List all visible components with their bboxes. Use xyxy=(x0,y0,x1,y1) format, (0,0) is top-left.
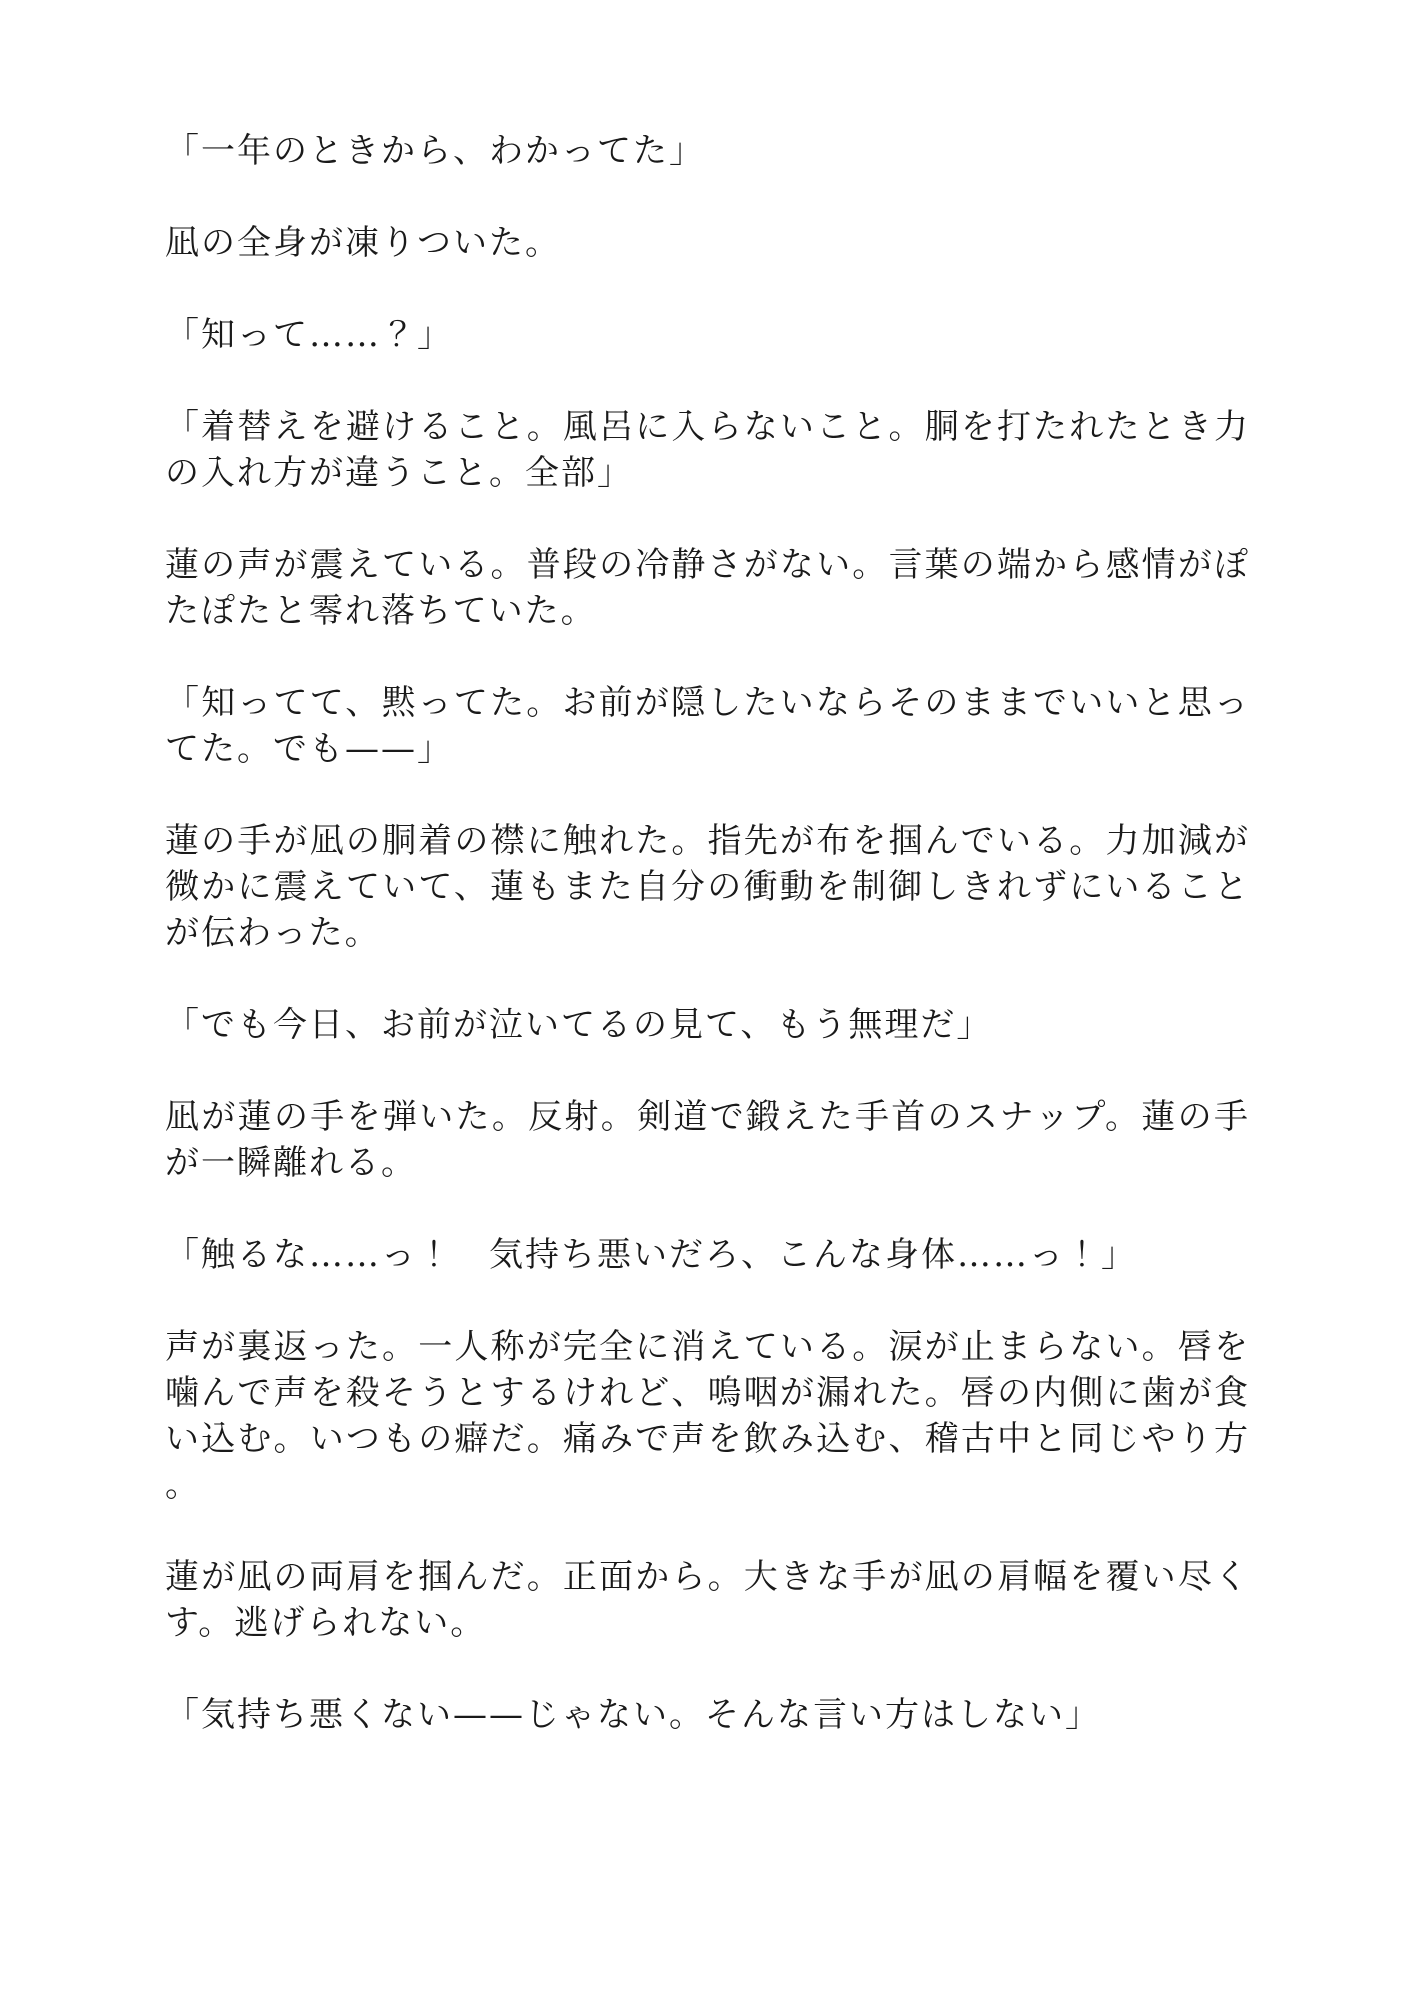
paragraph-narration-11: 声が裏返った。一人称が完全に消えている。涙が止まらない。唇を噛んで声を殺そうとするけれど、嗚咽が漏れた。唇の内側に歯が食い込む。いつもの癖だ。痛みで声を飲み込む、稽古中と同じやり方。 xyxy=(165,1327,1250,1505)
paragraph-dialogue-1: 「一年のときから、わかってた」 xyxy=(165,131,705,171)
paragraph-dialogue-13: 「気持ち悪くない——じゃない。そんな言い方はしない」 xyxy=(165,1695,1101,1735)
paragraph-dialogue-10: 「触るな……っ！ 気持ち悪いだろ、こんな身体……っ！」 xyxy=(165,1235,1137,1275)
paragraph-dialogue-8: 「でも今日、お前が泣いてるの見て、もう無理だ」 xyxy=(165,1005,993,1045)
paragraph-dialogue-3: 「知って……？」 xyxy=(165,315,453,355)
paragraph-narration-2: 凪の全身が凍りついた。 xyxy=(165,223,561,263)
paragraph-narration-9: 凪が蓮の手を弾いた。反射。剣道で鍛えた手首のスナップ。蓮の手が一瞬離れる。 xyxy=(165,1097,1250,1183)
paragraph-narration-7: 蓮の手が凪の胴着の襟に触れた。指先が布を掴んでいる。力加減が微かに震えていて、蓮もまた自分の衝動を制御しきれずにいることが伝わった。 xyxy=(165,821,1250,953)
paragraph-narration-12: 蓮が凪の両肩を掴んだ。正面から。大きな手が凪の肩幅を覆い尽くす。逃げられない。 xyxy=(165,1557,1250,1643)
paragraph-dialogue-6: 「知ってて、黙ってた。お前が隠したいならそのままでいいと思ってた。でも——」 xyxy=(165,683,1250,769)
paragraph-dialogue-4: 「着替えを避けること。風呂に入らないこと。胴を打たれたとき力の入れ方が違うこと。全部」 xyxy=(165,407,1250,493)
paragraph-narration-5: 蓮の声が震えている。普段の冷静さがない。言葉の端から感情がぽたぽたと零れ落ちていた。 xyxy=(165,545,1250,631)
